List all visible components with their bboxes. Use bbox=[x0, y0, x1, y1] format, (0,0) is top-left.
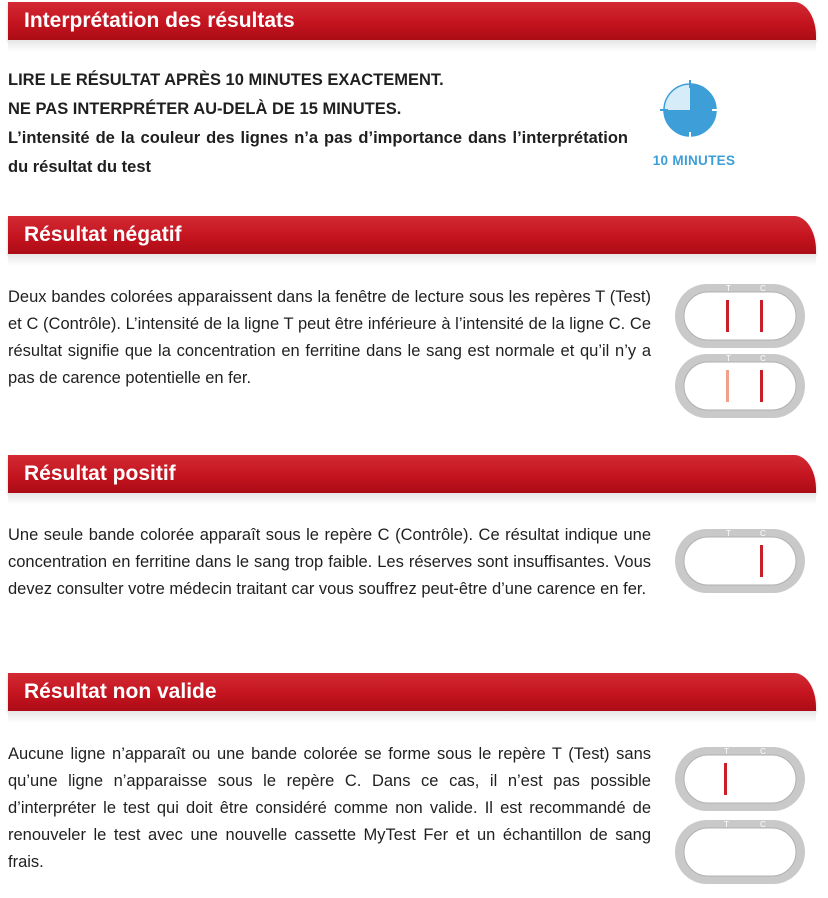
instruction-paragraph: L’intensité de la couleur des lignes n’a pas d’importance dans l’interprétation du résultat du test bbox=[8, 129, 628, 176]
mark-c: C bbox=[760, 820, 766, 829]
test-line bbox=[724, 763, 727, 795]
test-line bbox=[726, 370, 729, 402]
banner-shadow bbox=[8, 493, 816, 505]
section-banner-non-valide bbox=[8, 673, 816, 711]
positif-description: Une seule bande colorée apparaît sous le repère C (Contrôle). Ce résultat indique une concentration en ferritine dans le sang trop faible. Les réserves sont insuffisantes. Vous devez consulter votre médecin traitant car vous souffrez peut-être d’une carence en fer. bbox=[8, 526, 651, 598]
test-line bbox=[726, 300, 729, 332]
timer-caption: 10 MINUTES bbox=[652, 153, 736, 168]
instruction-line: NE PAS INTERPRÉTER AU-DELÀ DE 15 MINUTES. bbox=[8, 100, 402, 118]
cassette-negatif-strong bbox=[674, 282, 806, 350]
mark-c: C bbox=[760, 747, 766, 756]
instruction-line: LIRE LE RÉSULTAT APRÈS 10 MINUTES EXACTEMENT. bbox=[8, 71, 444, 89]
cassette-non-valide-t-only bbox=[674, 745, 806, 813]
control-line bbox=[760, 300, 763, 332]
cassette-positif bbox=[674, 527, 806, 595]
cassette-negatif-faint bbox=[674, 352, 806, 420]
section-banner-negatif bbox=[8, 216, 816, 254]
mark-c: C bbox=[760, 529, 766, 538]
non-valide-description: Aucune ligne n’apparaît ou une bande colorée se forme sous le repère T (Test) sans qu’une ligne n’apparaisse sous le repère C. Dans ce cas, il n’est pas possible d’interpréter le test qui doit être considéré comme non valide. Il est recommandé de renouveler le test avec une nouvelle cassette MyTest Fer et un échantillon de sang frais. bbox=[8, 745, 651, 871]
section-title: Résultat négatif bbox=[24, 223, 182, 246]
mark-t: T bbox=[726, 284, 731, 293]
mark-t: T bbox=[724, 747, 729, 756]
control-line bbox=[760, 370, 763, 402]
banner-shadow bbox=[8, 711, 816, 723]
mark-c: C bbox=[760, 284, 766, 293]
section-title: Résultat positif bbox=[24, 462, 176, 485]
section-banner-interpretation bbox=[8, 2, 816, 40]
negatif-description: Deux bandes colorées apparaissent dans la fenêtre de lecture sous les repères T (Test) et C (Contrôle). L’intensité de la ligne T peut être inférieure à l’intensité de la ligne C. Ce résultat signifie que la concentration en ferritine dans le sang est normale et qu’il n’y a pas de carence potentielle en fer. bbox=[8, 288, 651, 387]
control-line bbox=[760, 545, 763, 577]
reading-instructions bbox=[8, 66, 628, 182]
mark-c: C bbox=[760, 354, 766, 363]
section-title: Résultat non valide bbox=[24, 680, 217, 703]
mark-t: T bbox=[724, 820, 729, 829]
section-banner-positif bbox=[8, 455, 816, 493]
mark-t: T bbox=[726, 529, 731, 538]
mark-t: T bbox=[726, 354, 731, 363]
banner-shadow bbox=[8, 254, 816, 266]
cassette-non-valide-empty bbox=[674, 818, 806, 886]
banner-shadow bbox=[8, 40, 816, 52]
section-title: Interprétation des résultats bbox=[24, 9, 295, 32]
